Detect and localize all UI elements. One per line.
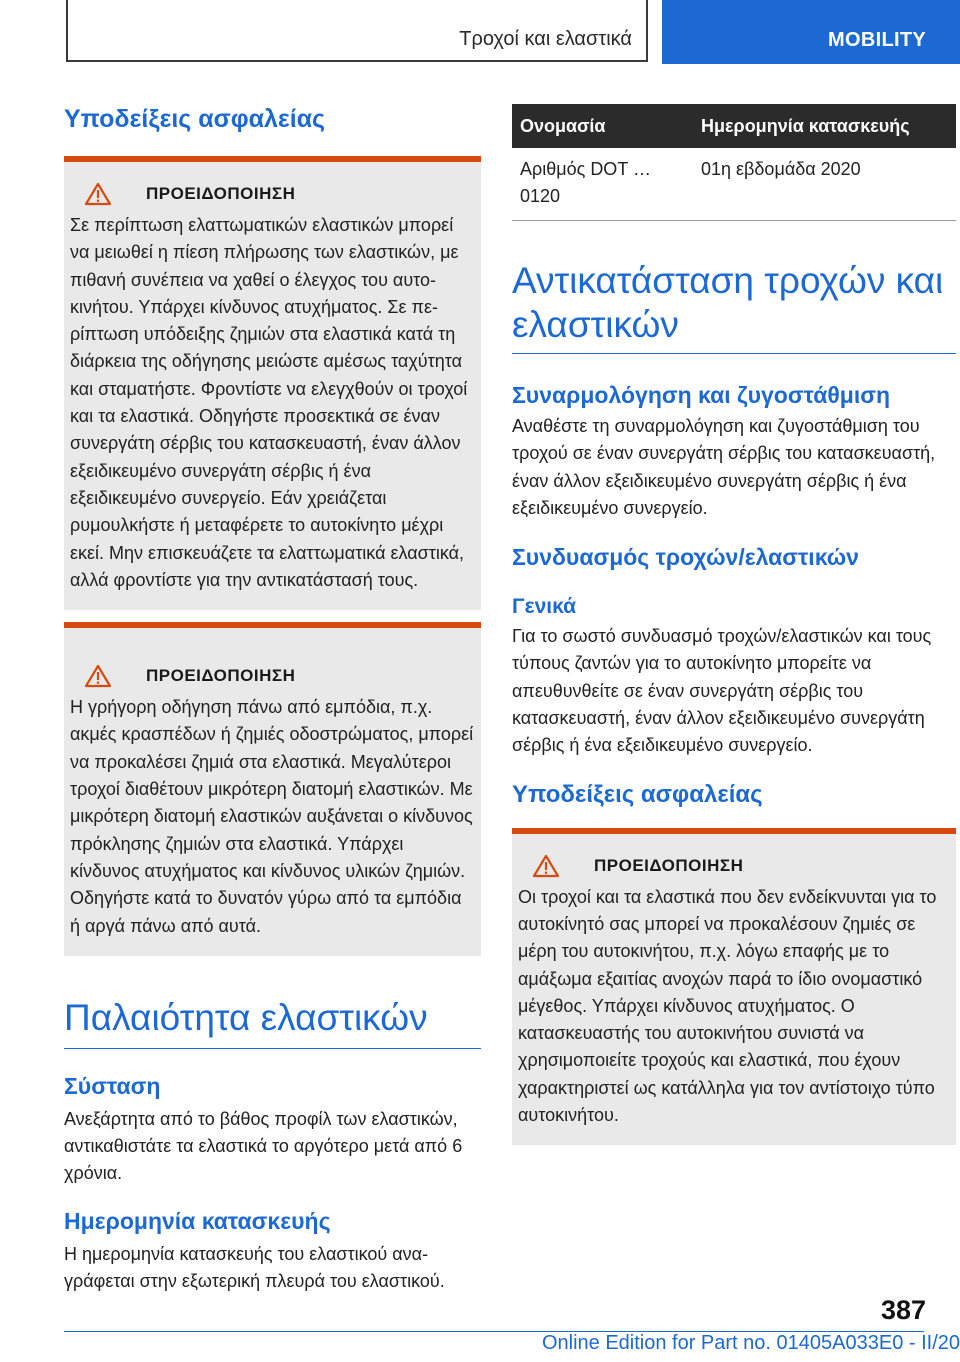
recommendation-heading: Σύσταση bbox=[64, 1072, 161, 1099]
table-header-cell: Ονομασία bbox=[512, 104, 693, 148]
mounting-text: Αναθέστε τη συναρμολόγηση και ζυγοστάθμιση του τροχού σε έναν συνεργάτη σέρβις του κατασκευαστή, έναν άλλον εξειδικευμένο συνεργάτη σέρβις ή ένα εξειδικευμένο συνεργείο. bbox=[512, 416, 936, 518]
mounting-heading: Συναρμολόγηση και ζυγοστάθμιση bbox=[512, 382, 891, 408]
manufacture-date-heading: Ημερομηνία κατασκευής bbox=[64, 1207, 331, 1234]
warning-text: Η γρήγορη οδήγηση πάνω από εμπόδια, π.χ. ακμές κρασπέδων ή ζημιές οδοστρώματος, μπορεί να προκαλέσει ζημιά στα ελαστικά. Μεγαλύτεροι τροχοί διαθέτουν μικρότερη διατομή ελαστικών. Με μικρότερη διατομή ελαστικών αυξάνεται ο κίνδυνος πρόκλησης ζημιών στα ελαστικά. Υπάρχει κίνδυνος ατυχήματος και κίνδυνος υλικών ζημιών. Οδηγήστε κατά το δυνατόν γύρω από τα εμπόδια ή αργά πάνω από αυτά. bbox=[70, 697, 474, 936]
warning-text: Οι τροχοί και τα ελαστικά που δεν ενδείκνυνται για το αυτοκίνητό σας μπορεί να προκαλέσουν ζημιές σε μέρη του αυτοκινήτου, π.χ. λόγω επαφής με το αμάξωμα εξαιτίας ανοχών παρά το ίδιο ονομαστικό μέγεθος. Υπάρχει κίνδυνος ατυχήματος. Ο κατασκευαστής του αυτοκινήτου συνιστά να χρησιμοποιείτε τροχούς και ελαστικά, που έχουν χαρακτηριστεί ως κατάλληλα για τον αντίστοιχο τύπο αυτοκινήτου. bbox=[518, 886, 937, 1126]
warning-text: Σε περίπτωση ελαττωματικών ελαστικών μπορεί να μειωθεί η πίεση πλήρωσης των ελαστικών, με πιθανή συνέπεια να χαθεί ο έλεγχος του αυτοκινήτου. Υπάρχει κίνδυνος ατυχήματος. Σε περίπτωση υπόδειξης ζημιών στα ελαστικά κατά τη διάρκεια της οδήγησης μειώστε αμέσως ταχύτητα και σταματήστε. Φροντίστε να ελεγχθούν οι τροχοί και τα ελαστικά. Οδηγήστε προσεκτικά σε έναν συνεργάτη σέρβις του κατασκευαστή, έναν άλλον εξειδικευμένο συνεργάτη σέρβις ή ένα εξειδικευμένο συνεργείο. Εάν χρειάζεται ρυμουλκήστε ή μεταφέρετε το αυτοκίνητο μέχρι εκεί. Μην επισκευάζετε τα ελαττωματικά ελαστικά, αλλά φροντίστε για την αντικατάστασή τους. bbox=[70, 215, 468, 590]
age-heading-block bbox=[64, 996, 481, 1049]
warning-box-1 bbox=[64, 156, 481, 610]
dot-table bbox=[512, 104, 956, 221]
table-cell: Αριθμός DOT … 0120 bbox=[512, 148, 693, 221]
table-row bbox=[512, 148, 956, 221]
warning-box-2 bbox=[64, 622, 481, 956]
table-cell: 01η εβδομάδα 2020 bbox=[693, 148, 956, 221]
warning-triangle-icon bbox=[84, 182, 112, 206]
header-chapter-label: MOBILITY bbox=[828, 29, 926, 51]
warning-box-3 bbox=[512, 828, 956, 1146]
right-column bbox=[512, 104, 956, 1145]
tire-age-heading: Παλαιότητα ελαστικών bbox=[64, 996, 428, 1038]
replace-heading: Αντικατάσταση τροχών και ελαστικών bbox=[512, 260, 944, 345]
header-chapter-tab bbox=[662, 0, 960, 64]
table-header-cell: Ημερομηνία κατασκευής bbox=[693, 104, 956, 148]
safety-heading-left: Υποδείξεις ασφαλείας bbox=[64, 105, 326, 133]
footer-edition: Online Edition for Part no. 01405A033E0 - II/20 bbox=[541, 1332, 960, 1354]
header-section-title: Τροχοί και ελαστικά bbox=[459, 28, 632, 50]
safety-heading-right: Υποδείξεις ασφαλείας bbox=[512, 780, 763, 808]
general-text: Για το σωστό συνδυασμό τροχών/ελαστικών και τους τύπους ζαντών για το αυτοκίνητο μπορείτε να απευθυνθείτε σε έναν συνεργάτη σέρβις του κατασκευαστή, έναν άλλον εξειδικευμένο συνεργάτη σέρβις ή ένα εξειδικευμένο συνεργείο. bbox=[512, 626, 932, 756]
warning-label: ΠΡΟΕΙΔΟΠΟΙΗΣΗ bbox=[146, 666, 296, 686]
recommendation-text: Ανεξάρτητα από το βάθος προφίλ των ελαστικών, αντικαθιστάτε τα ελαστικά το αργότερο μετά από 6 χρόνια. bbox=[64, 1108, 463, 1184]
warning-label: ΠΡΟΕΙΔΟΠΟΙΗΣΗ bbox=[594, 855, 744, 875]
header-section-box bbox=[66, 0, 648, 62]
warning-triangle-icon bbox=[532, 854, 560, 878]
warning-triangle-icon bbox=[84, 664, 112, 688]
page-number: 387 bbox=[880, 1295, 926, 1325]
warning-label: ΠΡΟΕΙΔΟΠΟΙΗΣΗ bbox=[146, 184, 296, 203]
combination-heading: Συνδυασμός τροχών/ελαστικών bbox=[512, 544, 859, 571]
replace-heading-block bbox=[512, 259, 956, 354]
left-column bbox=[64, 104, 481, 1295]
general-heading: Γενικά bbox=[512, 595, 577, 619]
manufacture-date-text: Η ημερομηνία κατασκευής του ελαστικού αναγράφεται στην εξωτερική πλευρά του ελαστικού. bbox=[64, 1243, 445, 1292]
